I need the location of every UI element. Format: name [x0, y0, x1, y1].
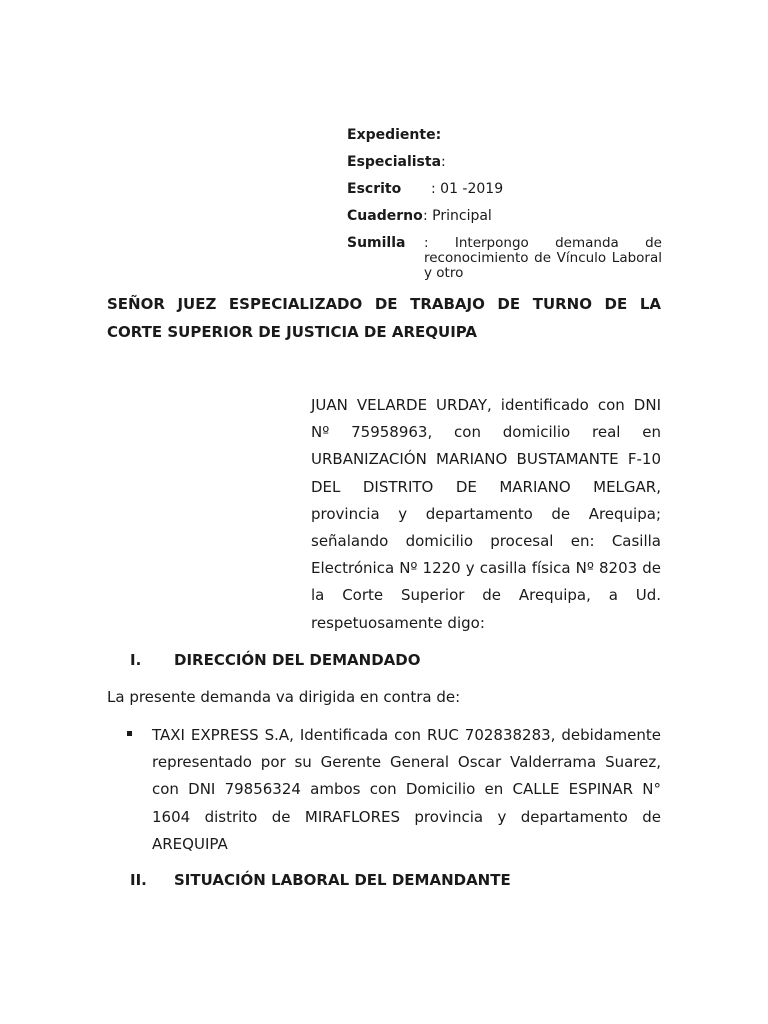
sumilla-label: Sumilla — [347, 235, 406, 251]
section-title: SITUACIÓN LABORAL DEL DEMANDANTE — [174, 871, 511, 889]
escrito-label: Escrito — [347, 181, 402, 197]
section-number: I. — [130, 651, 142, 669]
cuaderno-label: Cuaderno — [347, 208, 423, 224]
sumilla-value: : Interpongo demanda de reconocimiento de Vínculo Laboral y otro — [424, 235, 662, 281]
escrito-value: : 01 -2019 — [431, 181, 504, 197]
section-heading-employment-situation — [130, 870, 670, 890]
sumilla-row — [347, 234, 662, 281]
defendant-text: TAXI EXPRESS S.A, Identificada con RUC 702838283, debidamente representado por su Gerente General Oscar Valderrama Suarez, con DNI 79856324 ambos con Domicilio en CALLE ESPINAR N° 1604 distrito de MIRAFLORES provincia y departamento de AREQUIPA — [152, 726, 661, 853]
section-number: II. — [130, 871, 147, 889]
case-header — [347, 126, 662, 281]
especialista-colon: : — [441, 154, 446, 170]
section-title: DIRECCIÓN DEL DEMANDADO — [174, 651, 421, 669]
escrito-row — [347, 180, 662, 207]
cuaderno-value: : Principal — [423, 208, 492, 224]
especialista-row — [347, 153, 662, 180]
especialista-label: Especialista — [347, 154, 442, 170]
demand-intro: La presente demanda va dirigida en contra de: — [107, 688, 461, 706]
cuaderno-row — [347, 207, 662, 234]
section-heading-defendant-address — [130, 650, 670, 670]
bullet-icon — [127, 731, 132, 736]
addressee-heading: SEÑOR JUEZ ESPECIALIZADO DE TRABAJO DE TURNO DE LA CORTE SUPERIOR DE JUSTICIA DE AREQUIPA — [107, 295, 661, 341]
defendant-list — [127, 722, 661, 858]
expediente-row — [347, 126, 662, 153]
expediente-label: Expediente: — [347, 127, 442, 143]
party-introduction: JUAN VELARDE URDAY, identificado con DNI Nº 75958963, con domicilio real en URBANIZACIÓN MARIANO BUSTAMANTE F-10 DEL DISTRITO DE MARIANO MELGAR, provincia y departamento de Arequipa; señalando domicilio procesal en: Casilla Electrónica Nº 1220 y casilla física Nº 8203 de la Corte Superior de Arequipa, a Ud. respetuosamente digo: — [311, 396, 661, 632]
list-item — [127, 722, 661, 858]
